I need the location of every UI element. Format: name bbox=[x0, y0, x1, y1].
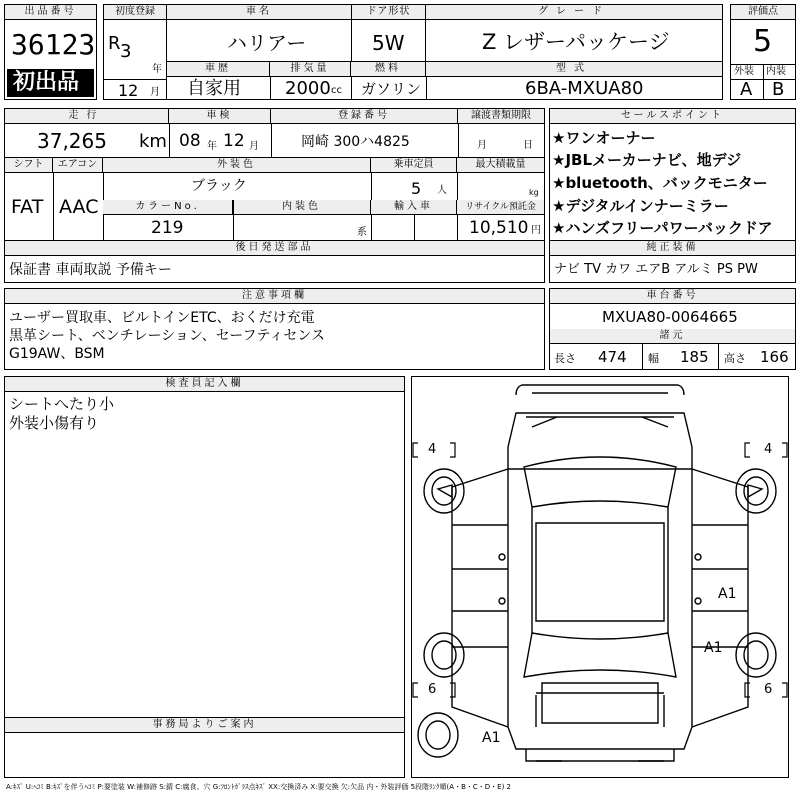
tire-front-left-value: 4 bbox=[428, 442, 437, 457]
recycle-value: 10,510 bbox=[469, 218, 529, 238]
first-registration-year-unit: 年 bbox=[152, 64, 162, 75]
interior-score-label: 内装 bbox=[766, 66, 786, 77]
width-label: 幅 bbox=[648, 352, 659, 365]
chassis-box bbox=[549, 288, 796, 370]
chassis-value: MXUA80-0064665 bbox=[602, 308, 738, 326]
seats-value: 5 bbox=[411, 179, 422, 198]
sales-points-box bbox=[549, 108, 796, 241]
inspection-year-unit: 年 bbox=[207, 141, 217, 152]
history-label: 車歴 bbox=[167, 62, 270, 77]
grade-box bbox=[425, 4, 723, 62]
height-value: 166 bbox=[760, 348, 789, 366]
first-registration-box bbox=[103, 4, 167, 100]
max-load-label: 最大積載量 bbox=[457, 158, 544, 173]
mileage-label: 走行 bbox=[5, 109, 169, 124]
spec-row bbox=[166, 61, 723, 100]
mileage-unit: km bbox=[139, 131, 167, 152]
first-registration-label: 初度登録 bbox=[104, 5, 166, 20]
score-value: 5 bbox=[753, 24, 773, 59]
mileage-value: 37,265 bbox=[37, 129, 107, 153]
fuel-value: ガソリン bbox=[361, 80, 422, 98]
inspection-month: 12 bbox=[223, 131, 245, 151]
color-number-value: 219 bbox=[151, 218, 184, 238]
dimensions-label: 諸元 bbox=[550, 329, 795, 344]
transfer-label: 譲渡書類期限 bbox=[458, 109, 544, 124]
inspector-box bbox=[4, 376, 405, 718]
lot-box bbox=[4, 4, 97, 100]
ac-label: エアコン bbox=[53, 158, 103, 173]
damage-mark-rear: A1 bbox=[482, 730, 501, 746]
office-label: 事務局よりご案内 bbox=[5, 718, 404, 733]
later-parts-value: 保証書 車両取説 予備キー bbox=[9, 262, 172, 278]
inspector-line: シートへたり小 bbox=[9, 395, 115, 413]
sales-point-item: ★JBLメーカーナビ、地デジ bbox=[552, 151, 742, 169]
lot-label: 出品番号 bbox=[5, 5, 96, 20]
max-load-unit: kg bbox=[529, 188, 539, 197]
tire-rear-right-value: 6 bbox=[764, 682, 773, 697]
car-diagram-svg bbox=[412, 377, 788, 777]
vehicle-detail-table bbox=[4, 157, 545, 241]
score-box bbox=[730, 4, 796, 100]
height-label: 高さ bbox=[724, 352, 746, 365]
door-value: 5W bbox=[372, 31, 405, 55]
equipment-value: ナビ TV カワ エアB アルミ PS PW bbox=[554, 262, 758, 277]
recycle-unit: 円 bbox=[531, 225, 541, 236]
displacement-unit: cc bbox=[331, 85, 342, 96]
model-code-value: 6BA-MXUA80 bbox=[525, 78, 644, 99]
displacement-label: 排気量 bbox=[270, 62, 351, 77]
sales-point-item: ★ワンオーナー bbox=[552, 129, 656, 147]
seats-unit: 人 bbox=[437, 185, 447, 196]
car-name-value: ハリアー bbox=[227, 31, 307, 55]
exterior-color-label: 外装色 bbox=[103, 158, 371, 173]
later-parts-label: 後日発送部品 bbox=[5, 241, 544, 256]
history-value: 自家用 bbox=[187, 78, 241, 99]
inspection-year: 08 bbox=[179, 131, 201, 151]
first-listing-badge bbox=[7, 69, 94, 97]
score-label: 評価点 bbox=[731, 5, 795, 20]
equipment-label: 純正装備 bbox=[550, 241, 795, 256]
inspection-label: 車検 bbox=[169, 109, 271, 124]
inspector-line: 外装小傷有り bbox=[9, 414, 100, 432]
exterior-score-label: 外装 bbox=[734, 66, 754, 77]
sales-points-label: セールスポイント bbox=[550, 109, 795, 124]
registration-row bbox=[4, 108, 545, 158]
interior-color-unit: 系 bbox=[357, 227, 367, 238]
first-registration-month-unit: 月 bbox=[150, 87, 160, 98]
exterior-score: A bbox=[740, 79, 753, 100]
model-code-label: 型式 bbox=[426, 62, 722, 77]
car-name-label: 車名 bbox=[167, 5, 351, 20]
office-box bbox=[4, 717, 405, 778]
transfer-day-unit: 日 bbox=[523, 140, 533, 151]
shift-value: FAT bbox=[11, 196, 44, 218]
first-registration-year: 3 bbox=[120, 41, 132, 62]
notes-line: 黒革シート、ベンチレーション、セーフティセンス bbox=[9, 328, 325, 344]
car-name-box bbox=[166, 4, 352, 62]
grade-label: グレード bbox=[426, 5, 722, 20]
first-registration-month: 12 bbox=[118, 81, 139, 100]
seats-label: 乗車定員 bbox=[371, 158, 457, 173]
color-number-label: カラーNo. bbox=[103, 200, 233, 215]
fuel-label: 燃料 bbox=[351, 62, 426, 77]
first-registration-era: R bbox=[108, 33, 121, 54]
door-box bbox=[351, 4, 426, 62]
sales-point-item: ★デジタルインナーミラー bbox=[552, 197, 729, 215]
interior-score: B bbox=[772, 79, 785, 100]
damage-mark-right-door: A1 bbox=[718, 586, 737, 602]
legend-footer: A:ｷｽﾞ U:ﾍｺﾐ B:ｷｽﾞを伴うﾍｺﾐ P:要塗装 W:補修跡 S:錆 C:腐食、穴 G:ﾌﾛﾝﾄｶﾞﾗｽ点ｷｽﾞ XX:交換済み X:要交換 欠:欠品 内・外装評価 5段階ﾗﾝｸ順(A・B・C・D・E) 2 bbox=[6, 783, 511, 791]
tire-front-right-value: 4 bbox=[764, 442, 773, 457]
transfer-month-unit: 月 bbox=[477, 140, 487, 151]
width-value: 185 bbox=[680, 348, 709, 366]
exterior-color-value: ブラック bbox=[191, 178, 247, 194]
ac-value: AAC bbox=[59, 196, 99, 218]
grade-value: Z レザーパッケージ bbox=[482, 30, 670, 54]
notes-line: G19AW、BSM bbox=[9, 346, 105, 362]
recycle-label: リサイクル預託金 bbox=[457, 200, 544, 215]
length-value: 474 bbox=[598, 348, 627, 366]
plate-label: 登録番号 bbox=[271, 109, 458, 124]
damage-mark-right-rear: A1 bbox=[704, 640, 723, 656]
sales-point-item: ★ハンズフリーパワーバックドア bbox=[552, 219, 773, 237]
door-label: ドア形状 bbox=[352, 5, 425, 20]
length-label: 長さ bbox=[554, 352, 576, 365]
chassis-label: 車台番号 bbox=[550, 289, 795, 304]
inspection-month-unit: 月 bbox=[249, 141, 259, 152]
notes-line: ユーザー買取車、ビルトインETC、おくだけ充電 bbox=[9, 310, 315, 326]
lot-number: 36123 bbox=[11, 28, 96, 61]
interior-color-label: 内装色 bbox=[233, 200, 371, 215]
sales-point-item: ★bluetooth、バックモニター bbox=[552, 174, 768, 192]
first-listing-badge-text: 初出品 bbox=[13, 70, 80, 95]
import-label: 輸入車 bbox=[371, 200, 457, 215]
shift-label: シフト bbox=[5, 158, 53, 173]
damage-diagram bbox=[411, 376, 789, 778]
notes-box bbox=[4, 288, 545, 370]
equipment-box bbox=[549, 240, 796, 283]
notes-label: 注意事項欄 bbox=[5, 289, 544, 304]
inspector-label: 検査員記入欄 bbox=[5, 377, 404, 392]
later-parts-box bbox=[4, 240, 545, 283]
plate-value: 岡崎 300ハ4825 bbox=[301, 134, 410, 150]
displacement-value: 2000 bbox=[285, 78, 331, 99]
tire-rear-left-value: 6 bbox=[428, 682, 437, 697]
